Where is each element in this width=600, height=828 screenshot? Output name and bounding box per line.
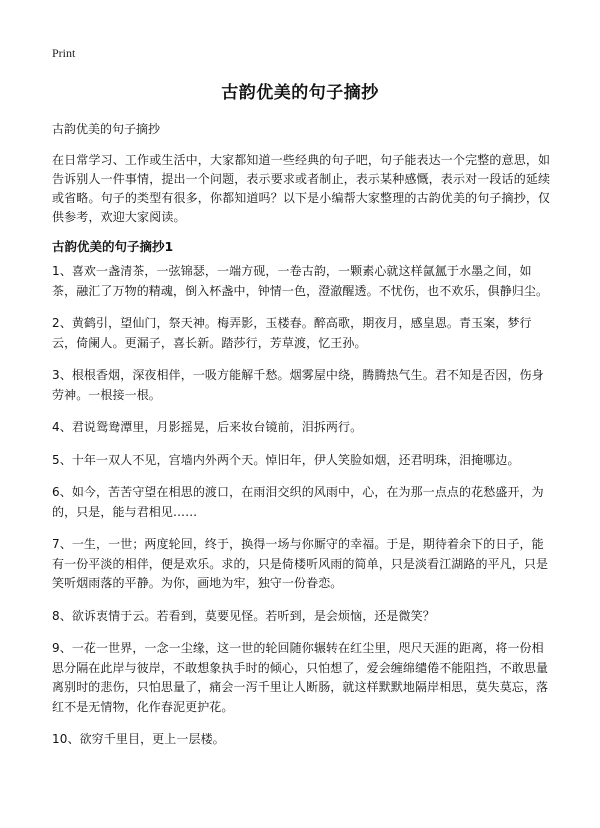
intro-paragraph: 在日常学习、工作或生活中，大家都知道一些经典的句子吧，句子能表达一个完整的意思，如告诉别人一件事情，提出一个问题，表示要求或者制止，表示某种感慨，表示对一段话的延续或省略。句子的类型有很多，你都知道吗？以下是小编帮大家整理的古韵优美的句子摘抄，仅供参考，欢迎大家阅读。 [52,153,551,224]
list-item: 3、根根香烟，深夜相伴，一吸方能解千愁。烟雾屋中绕，腾腾热气生。君不知是否因，伤身劳神。一根接一根。 [52,368,544,402]
list-item: 10、欲穷千里目，更上一层楼。 [52,732,225,746]
list-item: 9、一花一世界，一念一尘缘，这一世的轮回随你辗转在红尘里，咫尺天涯的距离，将一份相思分隔在此岸与彼岸，不敢想象执手时的倾心，只怕想了，爱会缠绵缱倦不能阻挡，不敢思量离别时的悲伤，只怕思量了，痛会一泻千里让人断肠，就这样默默地隔岸相思，莫失莫忘，落红不是无情物，化作春泥更护花。 [52,641,549,714]
list-item: 7、一生，一世；两度轮回，终于，换得一场与你厮守的幸福。于是，期待着余下的日子，能有一份平淡的相伴，便是欢乐。求的，只是倚楼听风雨的简单，只是淡看江湖路的平凡，只是笑听烟雨落的平静。为你，画地为牢，独守一份眷恋。 [52,537,549,590]
article-title: 古韵优美的句子摘抄 [221,83,379,103]
article-subtitle: 古韵优美的句子摘抄 [52,122,161,136]
list-item: 2、黄鹤引，望仙门，祭天神。梅弄影，玉楼春。醉高歌，期夜月，感皇恩。青玉案，梦行云，倚阑人。更漏子，喜长新。踏莎行，芳草渡，忆王孙。 [52,316,532,350]
list-item: 5、十年一双人不见，宫墙内外两个天。悼旧年，伊人笑脸如烟，还君明珠，泪掩哪边。 [52,452,520,467]
list-item: 6、如今，苦苦守望在相思的渡口，在雨泪交织的风雨中，心，在为那一点点的花愁盛开，为的，只是，能与君相见…… [52,485,544,519]
list-item: 4、君说鸳鸯潭里，月影摇晃，后来妆台镜前，泪拆两行。 [52,420,363,434]
print-link[interactable]: Print [52,46,76,60]
section-heading: 古韵优美的句子摘抄1 [52,239,174,254]
list-item: 8、欲诉衷情于云。若看到，莫要见怪。若听到，是会烦恼，还是微笑？ [52,608,435,623]
sentence-list [52,262,550,763]
list-item: 1、喜欢一盏清茶，一弦锦瑟，一端方砚，一卷古韵，一颗素心就这样氤氲于水墨之间，如茶，融汇了万物的精魂，倒入杯盏中，钟情一色，澄澈醒透。不忧伤，也不欢乐，俱静归尘。 [52,264,549,298]
